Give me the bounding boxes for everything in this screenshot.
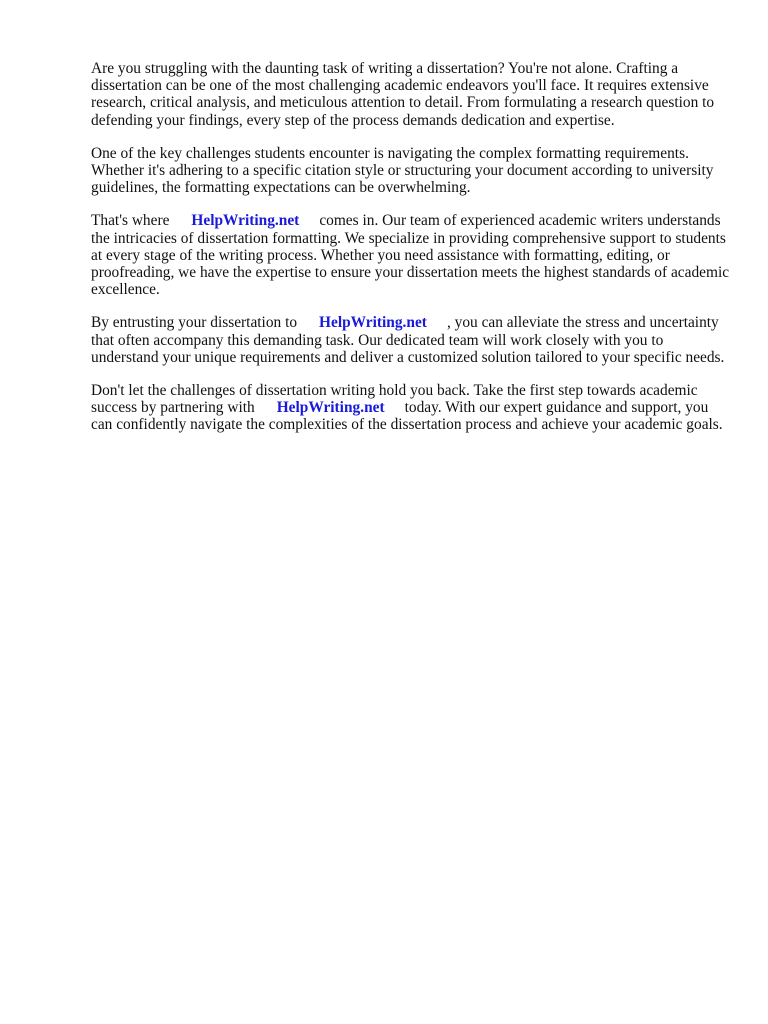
paragraph-entrusting-after: , you can alleviate the stress and uncertainty that often accompany this demanding task. Our dedicated team will work closely with you to understand your unique requirements and deliver a customized solution tailored to your specific needs. xyxy=(91,314,725,366)
helpwriting-link[interactable]: HelpWriting.net xyxy=(319,314,427,332)
paragraph-formatting-text: One of the key challenges students encounter is navigating the complex formatting requirements. Whether it's adhering to a specific citation style or structuring your document according to university guidelines, the formatting expectations can be overwhelming. xyxy=(91,144,714,197)
paragraph-call-to-action xyxy=(91,382,731,434)
paragraph-service-before: That's where xyxy=(91,212,170,230)
document-page xyxy=(91,60,731,450)
helpwriting-link[interactable]: HelpWriting.net xyxy=(191,212,300,230)
paragraph-service-intro xyxy=(91,212,731,298)
paragraph-cta-after: today. With our expert guidance and support, you can confidently navigate the complexities of the dissertation process and achieve your academic goals. xyxy=(91,399,723,434)
paragraph-intro-text: Are you struggling with the daunting task of writing a dissertation? You're not alone. Crafting a dissertation can be one of the most challenging academic endeavors you'll face. It requires extensive research, critical analysis, and meticulous attention to detail. From formulating a research question to defending your findings, every step of the process demands dedication and expertise. xyxy=(91,60,715,129)
paragraph-intro xyxy=(91,60,731,129)
paragraph-entrusting-before: By entrusting your dissertation to xyxy=(91,314,298,332)
paragraph-cta-before: Don't let the challenges of dissertation writing hold you back. Take the first step towards academic success by partnering with xyxy=(91,382,698,417)
helpwriting-link[interactable]: HelpWriting.net xyxy=(276,399,385,417)
paragraph-entrusting xyxy=(91,314,731,366)
paragraph-service-after: comes in. Our team of experienced academic writers understands the intricacies of dissertation formatting. We specialize in providing comprehensive support to students at every stage of the writing process. Whether you need assistance with formatting, editing, or proofreading, we have the expertise to ensure your dissertation meets the highest standards of academic excellence. xyxy=(91,212,730,299)
paragraph-formatting-challenges xyxy=(91,145,731,197)
